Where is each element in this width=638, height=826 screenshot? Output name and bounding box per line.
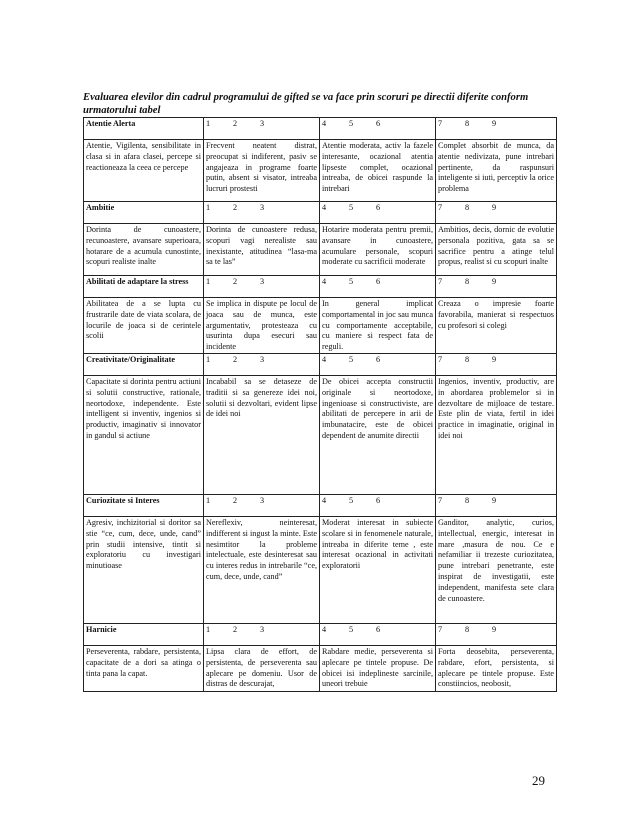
section-name: Creativitate/Originalitate <box>84 353 204 375</box>
page-number: 29 <box>532 773 545 788</box>
score-range-low: 1 2 3 <box>204 276 320 298</box>
score-range-mid: 4 5 6 <box>320 353 436 375</box>
high-score-description: Creaza o impresie foarte favorabila, manierat si respectuos cu profesori si colegi <box>436 298 557 354</box>
score-range-low: 1 2 3 <box>204 353 320 375</box>
criterion-description: Agresiv, inchizitorial si doritor sa stie “ce, cum, dece, unde, cand” prin studii intensive, tintit si exploratoriu cu investigari minutioase <box>84 516 204 623</box>
section-header-row <box>84 353 557 375</box>
criterion-description: Dorinta de cunoastere, recunoastere, avansare superioara, hotarare de a acumula cunostinte, scopuri realiste inalte <box>84 224 204 276</box>
high-score-description: Ambitios, decis, dornic de evolutie personala pozitiva, gata sa se sacrifice pentru a atinge telul propus, realist si cu scopuri inalte <box>436 224 557 276</box>
section-header-row <box>84 623 557 645</box>
low-score-description: Lipsa clara de effort, de persistenta, de perseverenta sau aplecare pe domeniu. Usor de distras de descurajat, <box>204 645 320 691</box>
score-range-high: 7 8 9 <box>436 353 557 375</box>
score-range-low: 1 2 3 <box>204 494 320 516</box>
section-description-row <box>84 224 557 276</box>
section-header-row <box>84 118 557 140</box>
mid-score-description: Atentie moderata, activ la fazele interesante, ocazional atentia lipseste complet, ocazional intreaba, de obicei raspunde la intrebari <box>320 140 436 202</box>
score-range-low: 1 2 3 <box>204 118 320 140</box>
section-description-row <box>84 645 557 691</box>
high-score-description: Complet absorbit de munca, da atentie nedivizata, pune intrebari pertinente, da raspunsuri inteligente si iuti, perceptiv la orice problema <box>436 140 557 202</box>
high-score-description: Ganditor, analytic, curios, intellectual, energic, interesat in mare ,masura de nou. Ce e nefamiliar ii trezeste curiozitatea, pune intrebari penetrante, este inspirat de investigatii, este independent, manifesta sete clara de cunoastere. <box>436 516 557 623</box>
evaluation-table <box>83 117 557 692</box>
score-range-high: 7 8 9 <box>436 118 557 140</box>
section-description-row <box>84 516 557 623</box>
score-range-mid: 4 5 6 <box>320 118 436 140</box>
section-description-row <box>84 140 557 202</box>
low-score-description: Dorinta de cunoastere redusa, scopuri vagi nerealiste sau inexistante, atitudinea “lasa-ma sa te las” <box>204 224 320 276</box>
score-range-mid: 4 5 6 <box>320 202 436 224</box>
mid-score-description: Rabdare medie, perseverenta si aplecare pe tintele propuse. De obicei isi indeplineste sarcinile, uneori trebuie <box>320 645 436 691</box>
score-range-low: 1 2 3 <box>204 202 320 224</box>
high-score-description: Ingenios, inventiv, productiv, are in abordarea problemelor si in dezvoltare de mijloace de testare. Este plin de viata, fertil in idei practice in imaginatie, original in idei noi <box>436 375 557 494</box>
section-name: Curiozitate si Interes <box>84 494 204 516</box>
section-header-row <box>84 202 557 224</box>
section-name: Abilitati de adaptare la stress <box>84 276 204 298</box>
mid-score-description: Moderat interesat in subiecte scolare si in fenomenele naturale, intreaba in diferite teme , este interesat ocazional in activitati exploratorii <box>320 516 436 623</box>
section-name: Atentie Alerta <box>84 118 204 140</box>
criterion-description: Perseverenta, rabdare, persistenta, capacitate de a dori sa atinga o tinta pana la capat. <box>84 645 204 691</box>
score-range-high: 7 8 9 <box>436 202 557 224</box>
low-score-description: Se implica in dispute pe locul de joaca sau de munca, este argumentativ, protesteaza cu usurinta dupa esecuri sau incidente <box>204 298 320 354</box>
section-header-row <box>84 276 557 298</box>
score-range-mid: 4 5 6 <box>320 623 436 645</box>
criterion-description: Capacitate si dorinta pentru actiuni si solutii constructive, rationale, neortodoxe, independente. Este intelligent si inventiv, ingenios si productiv, imaginativ si innovator in gandul si actiune <box>84 375 204 494</box>
section-header-row <box>84 494 557 516</box>
low-score-description: Nereflexiv, neinteresat, indifferent si ingust la minte. Este nesimtitor la probleme intelectuale, este desinteresat sau cu interes redus in intrebarile “ce, cum, dece, unde, cand” <box>204 516 320 623</box>
score-range-low: 1 2 3 <box>204 623 320 645</box>
section-name: Harnicie <box>84 623 204 645</box>
score-range-high: 7 8 9 <box>436 276 557 298</box>
low-score-description: Frecvent neatent distrat, preocupat si indiferent, pasiv se angajeaza in programe foarte putin, absent si visator, intreaba lucruri prostesti <box>204 140 320 202</box>
score-range-high: 7 8 9 <box>436 623 557 645</box>
mid-score-description: Hotarire moderata pentru premii, avansare in cunoastere, acumulare personale, scopuri moderate cu sacrificii moderate <box>320 224 436 276</box>
high-score-description: Forta deosebita, perseverenta, rabdare, efort, persistenta, si aplecare pe tintele propuse. Este constiincios, neobosit, <box>436 645 557 691</box>
criterion-description: Atentie, Vigilenta, sensibilitate in clasa si in afara clasei, percepe si reactioneaza la ceea ce percepe <box>84 140 204 202</box>
section-name: Ambitie <box>84 202 204 224</box>
score-range-mid: 4 5 6 <box>320 276 436 298</box>
document-title: Evaluarea elevilor din cadrul programului de gifted se va face prin scoruri pe directii diferite conform urmatorului tabel <box>83 92 529 116</box>
section-description-row <box>84 298 557 354</box>
criterion-description: Abilitatea de a se lupta cu frustrarile date de viata scolara, de locurile de joaca si de cerintele scolii <box>84 298 204 354</box>
section-description-row <box>84 375 557 494</box>
mid-score-description: In general implicat comportamental in joc sau munca cu comportamente acceptabile, cu maniere si respect fata de reguli. <box>320 298 436 354</box>
low-score-description: Incababil sa se detaseze de traditii si sa genereze idei noi, solutii si dezvoltari, evident lipse de idei noi <box>204 375 320 494</box>
score-range-mid: 4 5 6 <box>320 494 436 516</box>
mid-score-description: De obicei accepta constructii originale si neortodoxe, ingenioase si constructiviste, are abilitati de percepere in arii de imbunatacire, este de obicei dependent de anumite directii <box>320 375 436 494</box>
score-range-high: 7 8 9 <box>436 494 557 516</box>
